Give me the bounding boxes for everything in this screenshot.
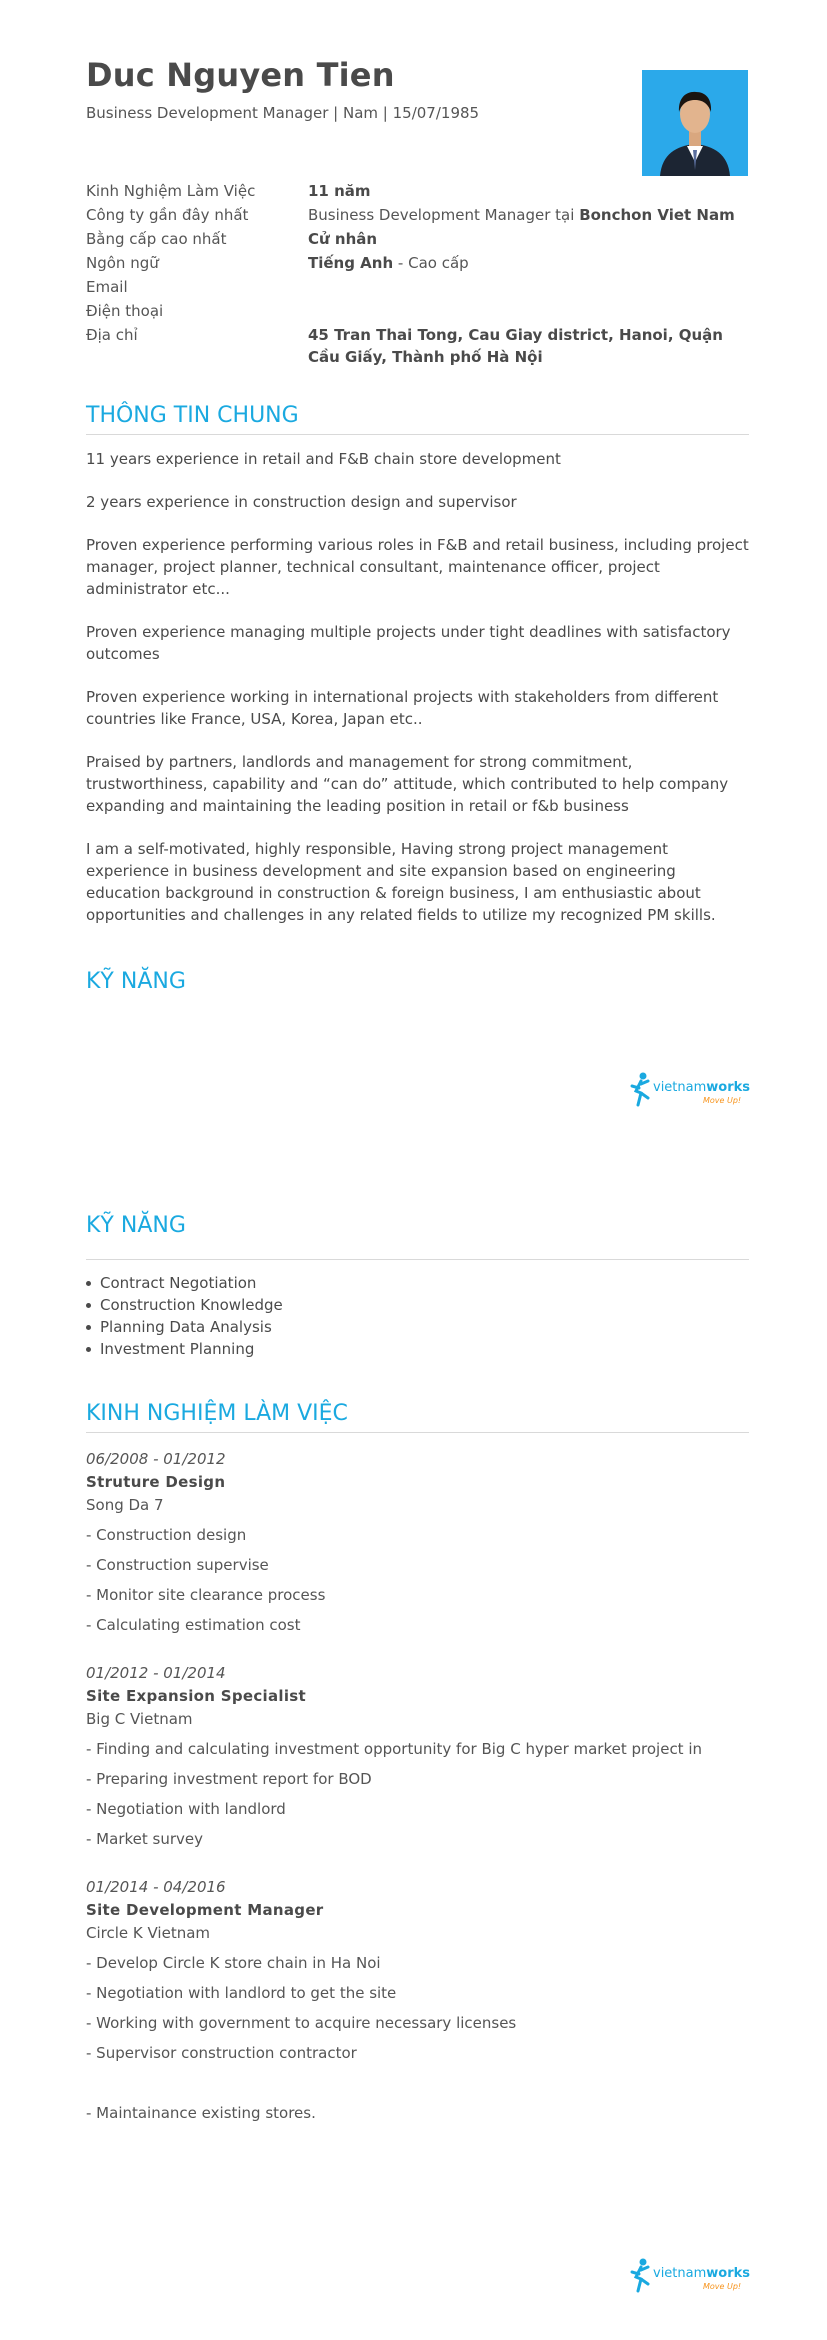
- section-title-skills: [86, 1213, 749, 1260]
- job-title: Site Expansion Specialist: [86, 1687, 306, 1705]
- skill-item: Planning Data Analysis: [86, 1316, 749, 1338]
- section-title-general: [86, 402, 749, 435]
- job-duty: - Develop Circle K store chain in Ha Noi: [86, 1954, 381, 1972]
- info-label: Ngôn ngữ: [86, 254, 159, 272]
- candidate-name: Duc Nguyen Tien: [86, 56, 395, 94]
- info-row-email: [86, 276, 749, 298]
- section-title-text: KỸ NĂNG: [86, 1213, 186, 1238]
- job-duty: - Supervisor construction contractor: [86, 2044, 357, 2062]
- info-value: [308, 204, 749, 226]
- section-title-text: KỸ NĂNG: [86, 969, 186, 994]
- job-duty: - Construction design: [86, 1526, 247, 1544]
- candidate-subtitle: Business Development Manager | Nam | 15/07/1985: [86, 104, 480, 122]
- info-value: [308, 324, 749, 368]
- logo-brand-b: works: [706, 2266, 751, 2281]
- language-value: Tiếng Anh: [308, 254, 394, 272]
- job-entry: [86, 1448, 749, 1636]
- info-row-experience: [86, 180, 749, 202]
- job-company: Big C Vietnam: [86, 1710, 193, 1728]
- skill-item: Investment Planning: [86, 1338, 749, 1360]
- job-title: Site Development Manager: [86, 1901, 324, 1919]
- address-value: 45 Tran Thai Tong, Cau Giay district, Hanoi, Quận Cầu Giấy, Thành phố Hà Nội: [308, 326, 723, 366]
- language-level: - Cao cấp: [393, 254, 469, 272]
- job-duty: - Maintainance existing stores.: [86, 2104, 316, 2122]
- job-duty: - Construction supervise: [86, 1556, 269, 1574]
- skills-list: [86, 1272, 749, 1360]
- job-date: 06/2008 - 01/2012: [86, 1450, 226, 1468]
- info-label: Địa chỉ: [86, 326, 138, 344]
- info-row-address: [86, 324, 749, 368]
- job-duty: - Preparing investment report for BOD: [86, 1770, 372, 1788]
- general-paragraph: 11 years experience in retail and F&B chain store development: [86, 450, 561, 468]
- logo-brand-a: vietnam: [653, 2266, 707, 2281]
- logo-text: [653, 1080, 750, 1095]
- general-paragraph: Proven experience working in international projects with stakeholders from different countries like France, USA, Korea, Japan etc..: [86, 688, 719, 728]
- recent-company: Bonchon Viet Nam: [579, 206, 735, 224]
- info-value: [308, 180, 749, 202]
- runner-icon: [629, 2258, 653, 2294]
- degree-value: Cử nhân: [308, 230, 378, 248]
- vietnamworks-logo: [627, 1070, 749, 1110]
- job-company: Circle K Vietnam: [86, 1924, 211, 1942]
- job-company: Song Da 7: [86, 1496, 164, 1514]
- job-duty: - Calculating estimation cost: [86, 1616, 301, 1634]
- skill-item: Construction Knowledge: [86, 1294, 749, 1316]
- info-value: [308, 300, 749, 322]
- general-paragraph: 2 years experience in construction design and supervisor: [86, 493, 517, 511]
- logo-text: [653, 2266, 750, 2281]
- profile-photo: [642, 70, 748, 176]
- info-value: [308, 252, 749, 274]
- recent-position: Business Development Manager tại: [308, 206, 580, 224]
- job-duty: - Finding and calculating investment opportunity for Big C hyper market project in: [86, 1740, 703, 1758]
- info-row-phone: [86, 300, 749, 322]
- info-label: Điện thoại: [86, 302, 164, 320]
- section-title-skills-clipped-top: [86, 968, 749, 994]
- info-label: Công ty gần đây nhất: [86, 206, 249, 224]
- info-row-language: [86, 252, 749, 274]
- info-value: [308, 228, 749, 250]
- general-info: [86, 448, 749, 947]
- person-photo-icon: [642, 70, 748, 176]
- job-duty: - Monitor site clearance process: [86, 1586, 326, 1604]
- experience-years: 11 năm: [308, 182, 371, 200]
- general-paragraph: Proven experience managing multiple projects under tight deadlines with satisfactory outcomes: [86, 623, 731, 663]
- skill-item: Contract Negotiation: [86, 1272, 749, 1294]
- logo-tagline: Move Up!: [703, 1096, 742, 1105]
- job-duty: - Negotiation with landlord: [86, 1800, 286, 1818]
- logo-brand-a: vietnam: [653, 1080, 707, 1095]
- info-label: Email: [86, 278, 128, 296]
- logo-tagline: Move Up!: [703, 2282, 742, 2291]
- info-row-company: [86, 204, 749, 226]
- job-date: 01/2014 - 04/2016: [86, 1878, 226, 1896]
- job-date: 01/2012 - 01/2014: [86, 1664, 226, 1682]
- info-label: Bằng cấp cao nhất: [86, 230, 227, 248]
- info-label: Kinh Nghiệm Làm Việc: [86, 182, 256, 200]
- job-entry: [86, 1876, 749, 2124]
- info-value: [308, 276, 749, 298]
- logo-brand-b: works: [706, 1080, 751, 1095]
- job-duty: - Working with government to acquire necessary licenses: [86, 2014, 517, 2032]
- section-title-experience: [86, 1400, 749, 1433]
- vietnamworks-logo: [627, 2256, 749, 2296]
- job-entry: [86, 1662, 749, 1850]
- section-title-text: KINH NGHIỆM LÀM VIỆC: [86, 1401, 348, 1426]
- general-paragraph: I am a self-motivated, highly responsible, Having strong project management experience in business development and site expansion based on engineering education background in construction & foreign business, I am enthusiastic about opportunities and challenges in any related fields to utilize my recognized PM skills.: [86, 840, 716, 924]
- general-paragraph: Proven experience performing various roles in F&B and retail business, including project manager, project planner, technical consultant, maintenance officer, project administrator etc...: [86, 536, 749, 598]
- job-title: Struture Design: [86, 1473, 226, 1491]
- general-paragraph: Praised by partners, landlords and management for strong commitment, trustworthiness, capability and “can do” attitude, which contributed to help company expanding and maintaining the leading position in retail or f&b business: [86, 753, 729, 815]
- runner-icon: [629, 1072, 653, 1108]
- section-title-text: THÔNG TIN CHUNG: [86, 403, 299, 428]
- info-row-degree: [86, 228, 749, 250]
- job-duty: - Market survey: [86, 1830, 203, 1848]
- job-duty: - Negotiation with landlord to get the site: [86, 1984, 397, 2002]
- info-table: [86, 180, 749, 370]
